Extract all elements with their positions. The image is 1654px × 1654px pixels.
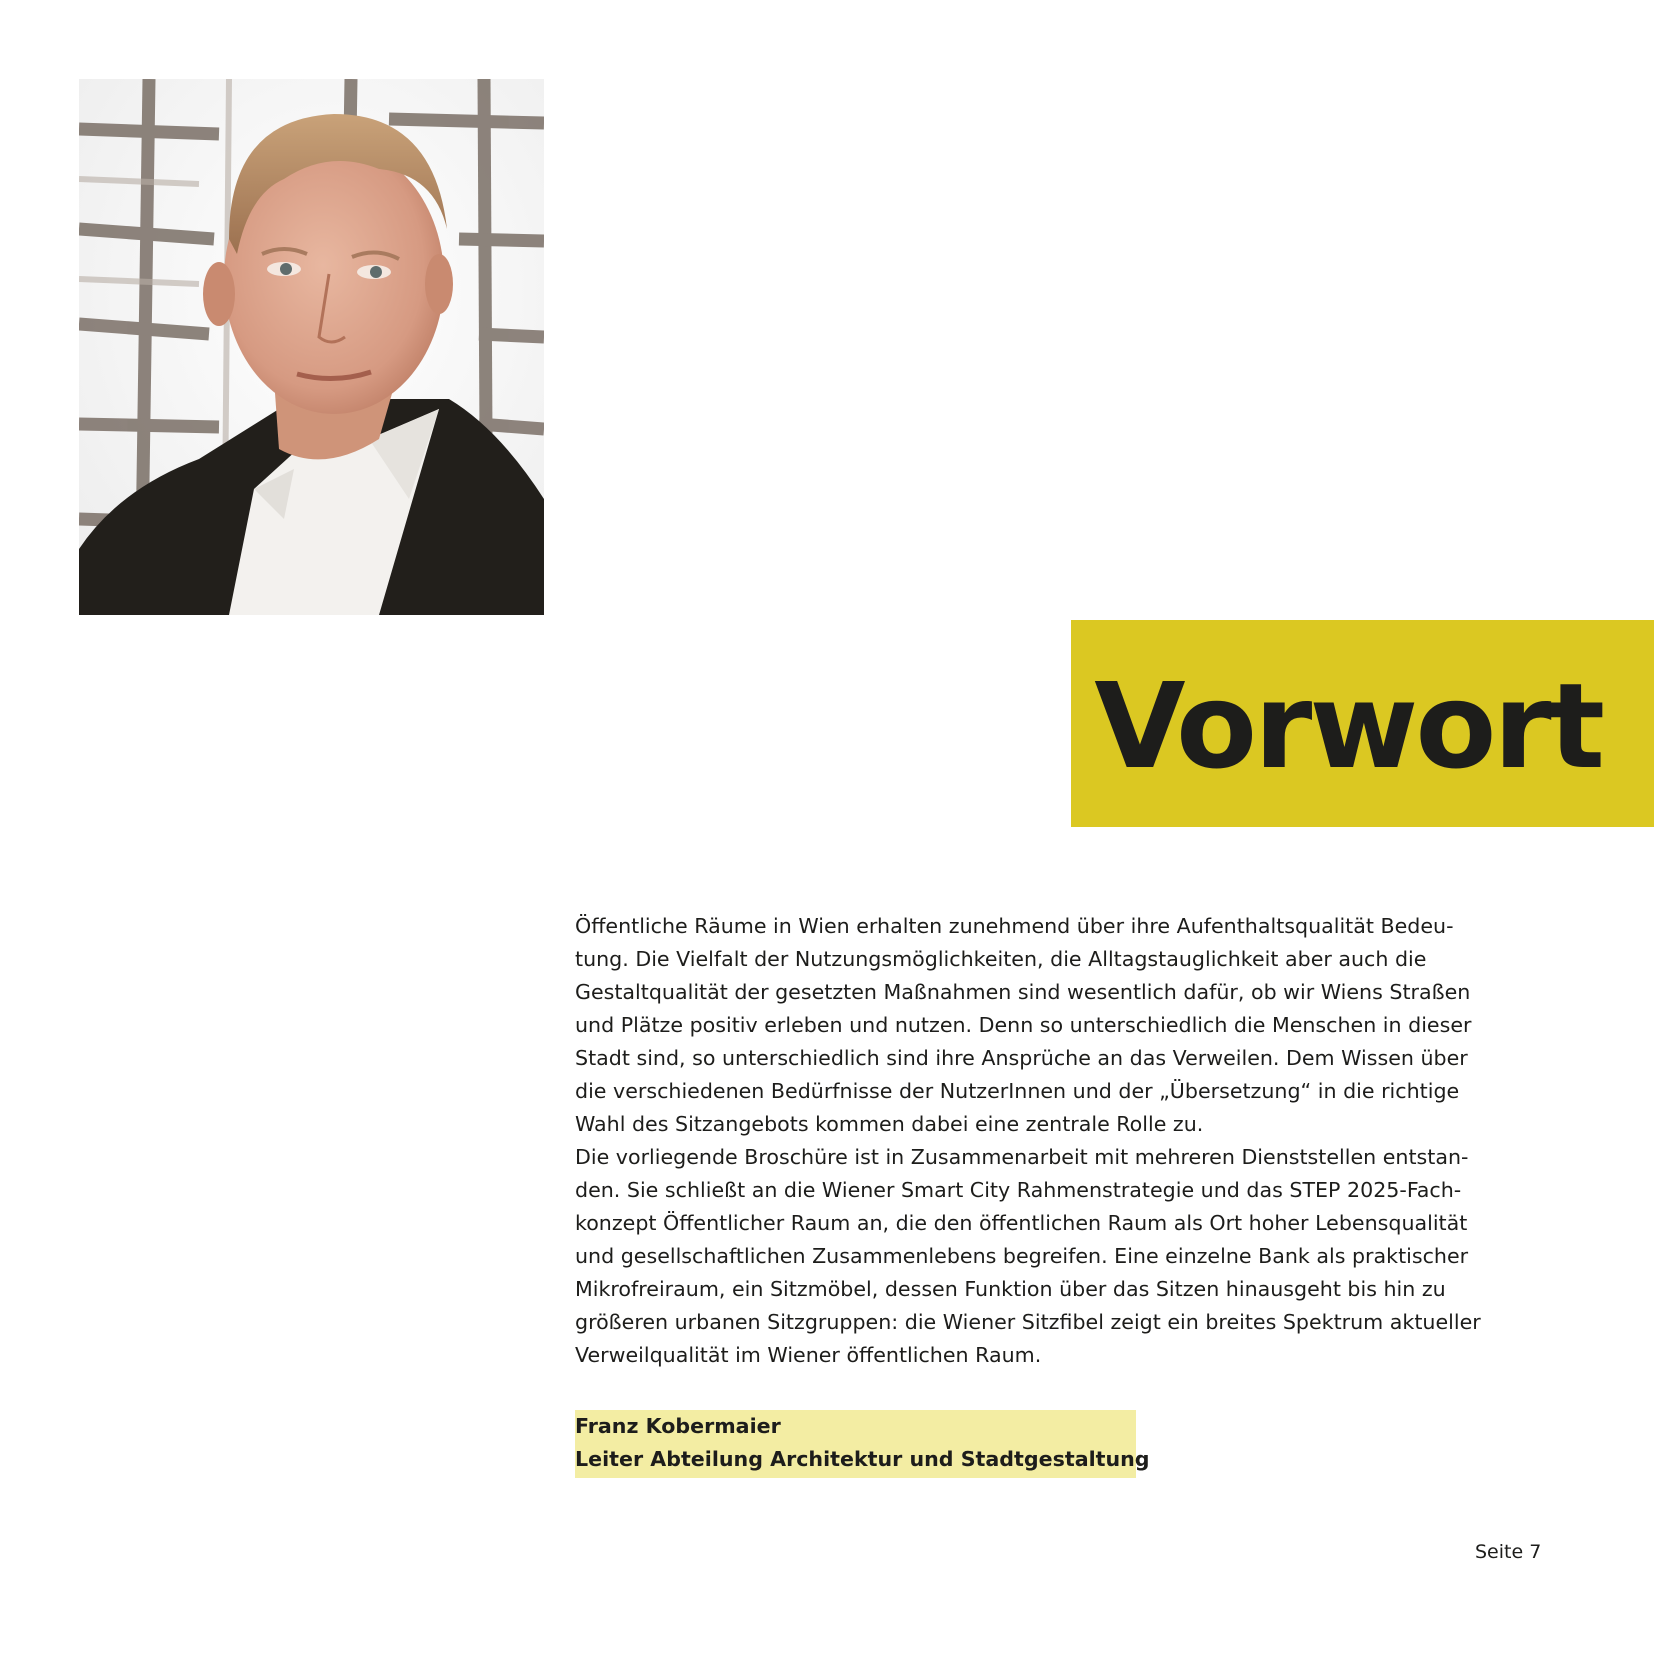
body-line: Gestaltqualität der gesetzten Maßnahmen sind wesentlich dafür, ob wir Wiens Straßen xyxy=(575,980,1471,1004)
page-title: Vorwort xyxy=(1094,657,1602,795)
body-line: und gesellschaftlichen Zusammenlebens begreifen. Eine einzelne Bank als praktischer xyxy=(575,1244,1469,1268)
author-name: Franz Kobermaier xyxy=(575,1414,781,1438)
page-number: Seite 7 xyxy=(1475,1541,1542,1563)
signature-block xyxy=(575,1410,1150,1478)
body-line: den. Sie schließt an die Wiener Smart City Rahmenstrategie und das STEP 2025-Fach- xyxy=(575,1178,1462,1202)
portrait-photo xyxy=(79,79,544,615)
body-line: Verweilqualität im Wiener öffentlichen Raum. xyxy=(575,1343,1042,1367)
body-line: Die vorliegende Broschüre ist in Zusammenarbeit mit mehreren Dienststellen entstan- xyxy=(575,1145,1469,1169)
body-line: tung. Die Vielfalt der Nutzungsmöglichkeiten, die Alltagstauglichkeit aber auch die xyxy=(575,947,1427,971)
author-role: Leiter Abteilung Architektur und Stadtgestaltung xyxy=(575,1447,1150,1471)
author-portrait xyxy=(79,79,544,615)
body-line: Stadt sind, so unterschiedlich sind ihre Ansprüche an das Verweilen. Dem Wissen über xyxy=(575,1046,1468,1070)
body-line: und Plätze positiv erleben und nutzen. Denn so unterschiedlich die Menschen in dieser xyxy=(575,1013,1472,1037)
body-line: die verschiedenen Bedürfnisse der NutzerInnen und der „Übersetzung“ in die richtige xyxy=(575,1079,1460,1103)
title-band xyxy=(1071,620,1654,827)
body-line: Wahl des Sitzangebots kommen dabei eine zentrale Rolle zu. xyxy=(575,1112,1204,1136)
body-line: Öffentliche Räume in Wien erhalten zunehmend über ihre Aufenthaltsqualität Bedeu- xyxy=(575,914,1454,938)
foreword-body xyxy=(575,910,1535,1372)
body-line: größeren urbanen Sitzgruppen: die Wiener Sitzfibel zeigt ein breites Spektrum aktueller xyxy=(575,1310,1481,1334)
body-line: Mikrofreiraum, ein Sitzmöbel, dessen Funktion über das Sitzen hinausgeht bis hin zu xyxy=(575,1277,1446,1301)
body-line: konzept Öffentlicher Raum an, die den öffentlichen Raum als Ort hoher Lebensqualität xyxy=(575,1211,1468,1235)
